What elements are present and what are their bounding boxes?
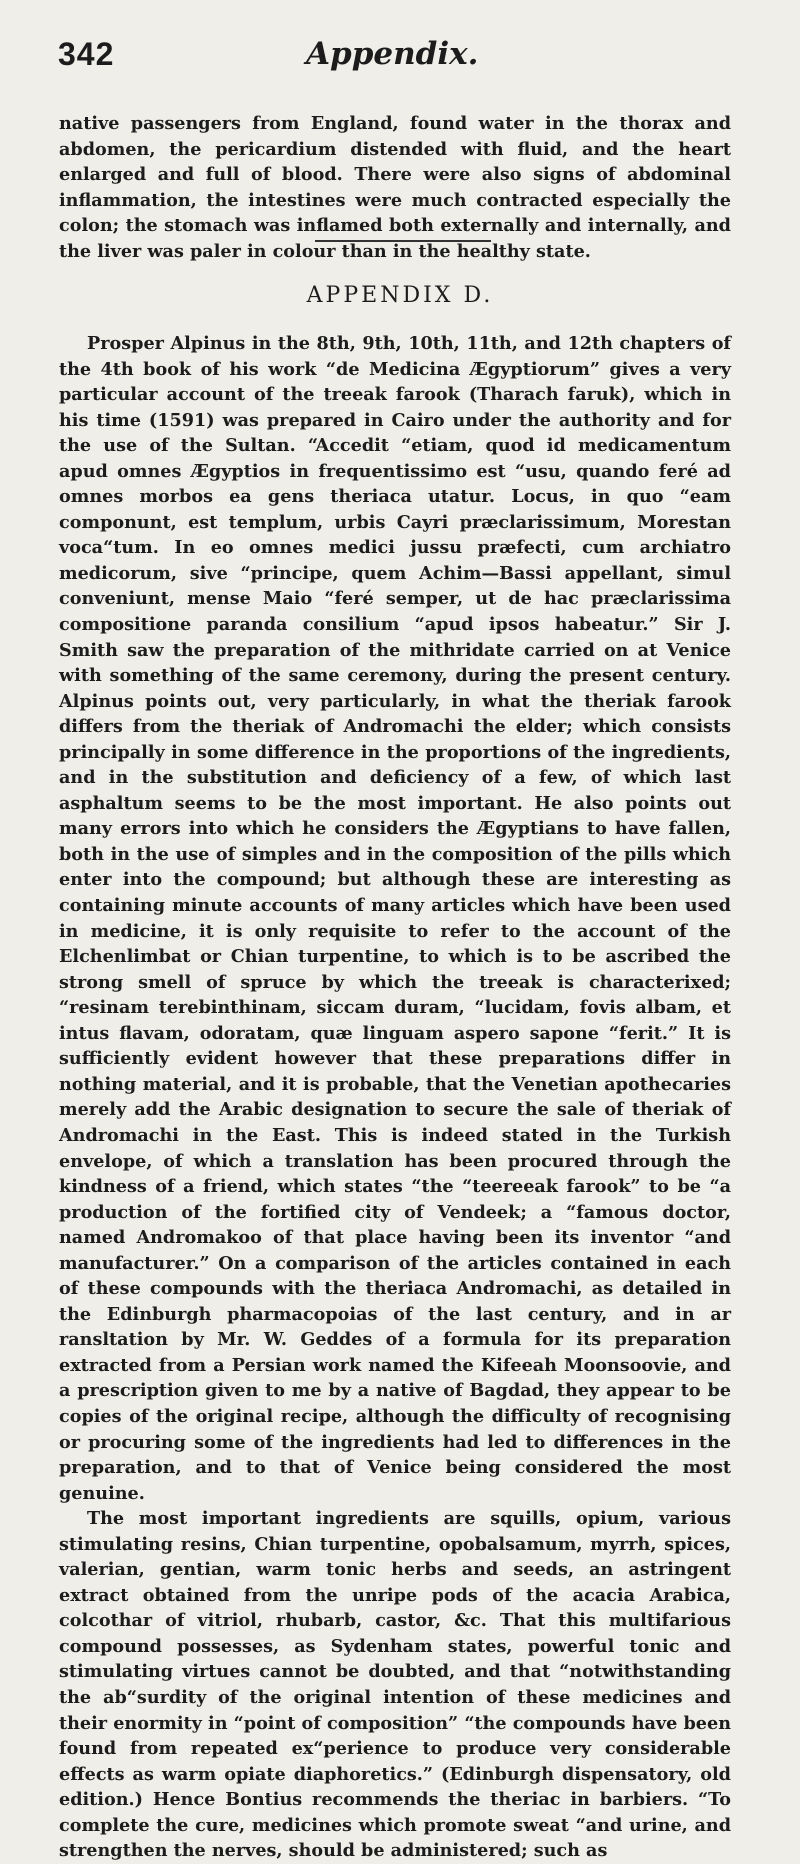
body-paragraph: Prosper Alpinus in the 8th, 9th, 10th, 11th, and 12th chapters of the 4th book of his work “de Medicina Ægyptiorum” gives a very particular account of the treeak farook (Tharach faruk), which in his time (1591) was prepared in Cairo under the authority and for the use of the Sultan. “Accedit “etiam, quod id medicamentum apud omnes Ægyptios in frequentissimo est “usu, quando feré ad omnes morbos ea gens theriaca utatur. Locus, in quo “eam componunt, est templum, urbis Cayri præclarissimum, Morestan voca“tum. In eo omnes medici jussu præfecti, cum archiatro medicorum, sive “principe, quem Achim—Bassi appellant, simul conveniunt, mense Maio “feré semper, ut de hac præclarissima compositione paranda consilium “apud ipsos habeatur.” Sir J. Smith saw the preparation of the mithridate carried on at Venice with something of the same ceremony, during the present century. Alpinus points out, very particularly, in what the theriak farook differs from the theriak of Andromachi the elder; which consists principally in some difference in the proportions of the ingredients, and in the substitution and deficiency of a few, of which last asphaltum seems to be the most important. He also points out many errors into which he considers the Ægyptians to have fallen, both in the use of simples and in the composition of the pills which enter into the compound; but although these are interesting as containing minute accounts of many articles which have been used in medicine, it is only requisite to refer to the account of the Elchenlimbat or Chian turpentine, to which is to be ascribed the strong smell of spruce by which the treeak is characterixed; “resinam terebinthinam, siccam duram, “lucidam, fovis albam, et intus flavam, odoratam, quæ linguam aspero sapone “ferit.” It is sufficiently evident however that these preparations differ in nothing material, and it is probable, that the Venetian apothecaries merely add the Arabic designation to secure the sale of theriak of Andromachi in the East. This is indeed stated in the Turkish envelope, of which a translation has been procured through the kindness of a friend, which states “the “teereeak farook” to be “a production of the fortified city of Vendeek; a “famous doctor, named Andromakoo of that place having been its inventor “and manufacturer.” On a comparison of the articles contained in each of these compounds with the theriaca Andromachi, as detailed in the Edinburgh pharmacopoias of the last century, and in ar ransltation by Mr. W. Geddes of a formula for its preparation extracted from a Persian work named the Kifeeah Moonsoovie, and a prescription given to me by a native of Bagdad, they appear to be copies of the original recipe, although the difficulty of recognising or procuring some of the ingredients had led to differences in the preparation, and to that of Venice being considered the most genuine. — [59, 333, 731, 1504]
section-divider — [315, 240, 491, 242]
running-head: Appendix. — [306, 36, 479, 72]
page-header — [58, 36, 742, 80]
intro-paragraph: native passengers from England, found water in the thorax and abdomen, the pericardium distended with fluid, and the heart enlarged and full of blood. There were also signs of abdominal inflammation, the intestines were much contracted especially the colon; the stomach was inflamed both externally and internally, and the liver was paler in colour than in the healthy state. — [59, 113, 731, 262]
appendix-body — [59, 331, 731, 1864]
page-number: 342 — [58, 36, 115, 72]
section-heading: APPENDIX D. — [306, 283, 494, 308]
body-paragraph: The most important ingredients are squills, opium, various stimulating resins, Chian turpentine, opobalsamum, myrrh, spices, valerian, gentian, warm tonic herbs and seeds, an astringent extract obtained from the unripe pods of the acacia Arabica, colcothar of vitriol, rhubarb, castor, &c. That this multifarious compound possesses, as Sydenham states, powerful tonic and stimulating virtues cannot be doubted, and that “notwithstanding the ab“surdity of the original intention of these medicines and their enormity in “point of composition” “the compounds have been found from repeated ex“perience to produce very considerable effects as warm opiate diaphoretics.” (Edinburgh dispensatory, old edition.) Hence Bontius recommends the theriac in barbiers. “To complete the cure, medicines which promote sweat “and urine, and strengthen the nerves, should be administered; such as — [59, 1508, 731, 1862]
